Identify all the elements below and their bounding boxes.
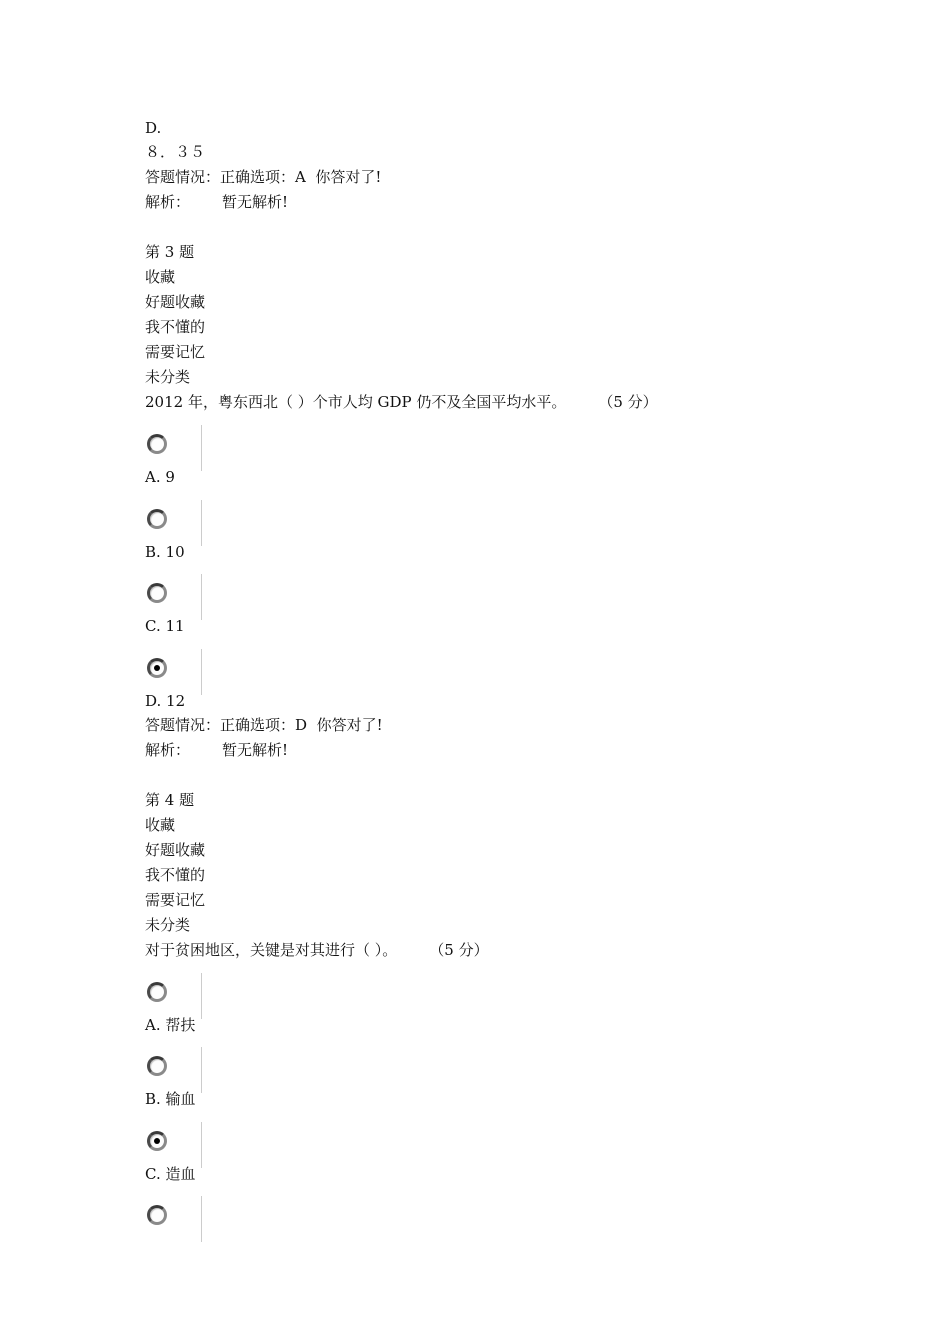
- analysis-label: 解析：: [145, 193, 191, 211]
- divider: [201, 1047, 202, 1093]
- answer-result: 答题情况：正确选项：D 你答对了!: [145, 716, 383, 734]
- option-c-row[interactable]: [145, 574, 215, 620]
- question-score: （5 分）: [429, 941, 489, 959]
- option-d-label: D. 12: [145, 692, 186, 710]
- question-score: （5 分）: [598, 393, 658, 411]
- document-page: [145, 0, 905, 1344]
- radio-button[interactable]: [147, 583, 167, 603]
- tag-dont-understand[interactable]: 我不懂的: [145, 866, 206, 884]
- tag-favorite[interactable]: 收藏: [145, 816, 176, 834]
- radio-button-checked[interactable]: [147, 658, 167, 678]
- analysis-text: 暂无解析!: [222, 741, 289, 759]
- tag-need-memorize[interactable]: 需要记忆: [145, 891, 206, 909]
- option-b-row[interactable]: [145, 1047, 215, 1093]
- option-a-row[interactable]: [145, 425, 215, 471]
- radio-button[interactable]: [147, 509, 167, 529]
- analysis-row: [145, 739, 288, 761]
- tag-favorite[interactable]: 收藏: [145, 268, 176, 286]
- option-a-label: A. 帮扶: [145, 1016, 196, 1034]
- question-number: 第 3 题: [145, 243, 195, 261]
- option-d-row[interactable]: [145, 649, 215, 695]
- divider: [201, 1196, 202, 1242]
- divider: [201, 500, 202, 546]
- tag-good-question[interactable]: 好题收藏: [145, 841, 206, 859]
- answer-result: 答题情况：正确选项：A 你答对了!: [145, 168, 382, 186]
- analysis-text: 暂无解析!: [222, 193, 289, 211]
- divider: [201, 425, 202, 471]
- question-text: 对于贫困地区，关键是对其进行（ ）。: [145, 941, 398, 959]
- option-d-label: D.: [145, 119, 162, 137]
- tag-dont-understand[interactable]: 我不懂的: [145, 318, 206, 336]
- tag-need-memorize[interactable]: 需要记忆: [145, 343, 206, 361]
- question-number: 第 4 题: [145, 791, 195, 809]
- radio-button-checked[interactable]: [147, 1131, 167, 1151]
- divider: [201, 649, 202, 695]
- option-d-value: ８．３５: [145, 143, 206, 161]
- option-b-label: B. 10: [145, 543, 185, 561]
- radio-button[interactable]: [147, 434, 167, 454]
- question-text-row: [145, 391, 658, 413]
- option-b-row[interactable]: [145, 500, 215, 546]
- tag-uncategorized[interactable]: 未分类: [145, 368, 191, 386]
- divider: [201, 1122, 202, 1168]
- analysis-row: [145, 191, 288, 213]
- option-c-label: C. 造血: [145, 1165, 196, 1183]
- option-c-label: C. 11: [145, 617, 185, 635]
- option-b-label: B. 输血: [145, 1090, 196, 1108]
- divider: [201, 574, 202, 620]
- analysis-label: 解析：: [145, 741, 191, 759]
- tag-uncategorized[interactable]: 未分类: [145, 916, 191, 934]
- radio-button[interactable]: [147, 982, 167, 1002]
- option-c-row[interactable]: [145, 1122, 215, 1168]
- tag-good-question[interactable]: 好题收藏: [145, 293, 206, 311]
- radio-button[interactable]: [147, 1056, 167, 1076]
- divider: [201, 973, 202, 1019]
- option-a-label: A. 9: [145, 468, 175, 486]
- option-a-row[interactable]: [145, 973, 215, 1019]
- question-text-row: [145, 939, 489, 961]
- question-text: 2012 年，粤东西北（ ）个市人均 GDP 仍不及全国平均水平。: [145, 393, 567, 411]
- radio-button[interactable]: [147, 1205, 167, 1225]
- option-d-row[interactable]: [145, 1196, 215, 1242]
